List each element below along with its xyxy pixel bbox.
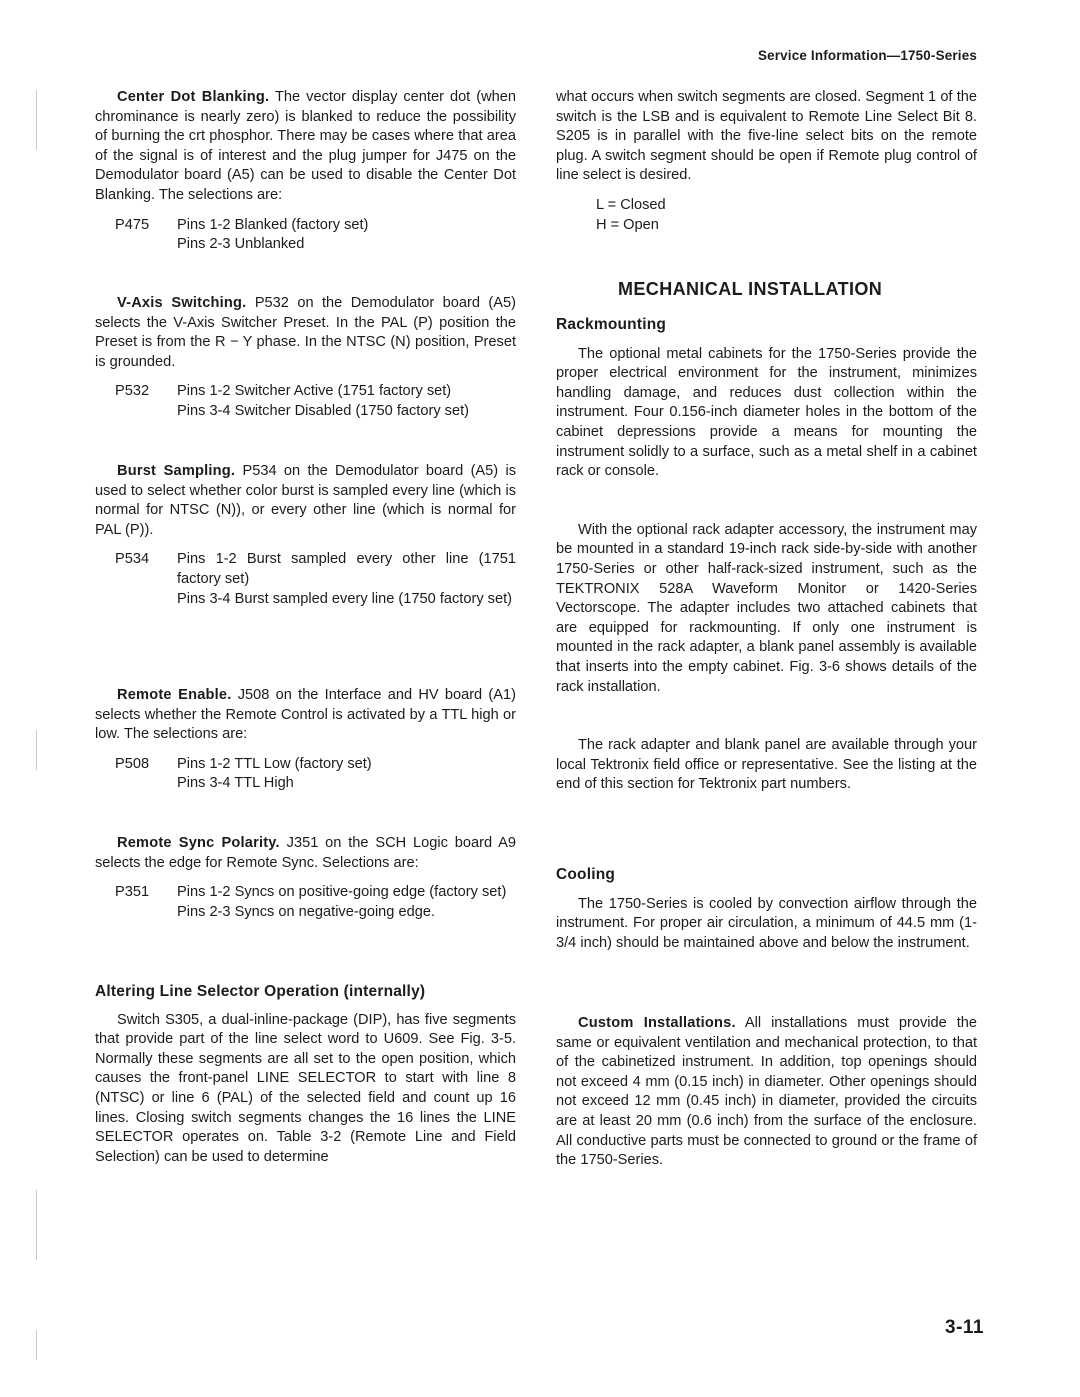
pin-option: Pins 1-2 Syncs on positive-going edge (factory set) — [177, 884, 507, 901]
burst-title: Burst Sampling. — [117, 463, 236, 479]
v-axis-body: P532 on the Demodulator board (A5) selects the V-Axis Switcher Preset. In the PAL (P) position the Preset is from the R − Y phase. In the NTSC (N) position, Preset is grounded. — [95, 295, 516, 370]
scan-margin-mark — [36, 90, 37, 150]
p508-settings — [95, 755, 516, 794]
pin-options — [177, 216, 516, 255]
custom-title: Custom Installations. — [578, 1015, 736, 1031]
pin-label: P532 — [115, 383, 150, 400]
cooling-section — [556, 865, 977, 953]
burst-body: P534 on the Demodulator board (A5) is used to select whether color burst is sampled every line (which is normal for NTSC (N)), or every other line (which is normal for PAL (P)). — [95, 463, 516, 538]
v-axis-paragraph — [95, 294, 516, 372]
custom-paragraph — [556, 1014, 977, 1171]
scan-margin-mark — [36, 1190, 37, 1260]
pin-option: Pins 2-3 Syncs on negative-going edge. — [177, 903, 435, 920]
line-selector-paragraph: Switch S305, a dual-inline-package (DIP), has five segments that provide part of the line select word to U609. See Fig. 3-5. Normally these segments are all set to the open position, which causes the front-panel LINE SELECTOR to start with line 8 (NTSC) or line 6 (PAL) of the selected field and count up 16 lines. Closing switch segments changes the 16 lines the LINE SELECTOR operates on. Table 3-2 (Remote Line and Field Selection) can be used to determine — [95, 1011, 516, 1165]
scan-margin-mark — [36, 730, 37, 770]
p475-settings — [95, 216, 516, 255]
remote-enable-body: J508 on the Interface and HV board (A1) selects whether the Remote Control is activated by a TTL high or low. The selections are: — [95, 687, 516, 743]
remote-enable-section — [95, 686, 516, 794]
v-axis-switching-section — [95, 294, 516, 422]
center-dot-title: Center Dot Blanking. — [117, 89, 270, 105]
rackmounting-heading: Rackmounting — [556, 316, 667, 333]
pin-label: P534 — [115, 551, 150, 568]
pin-option: Pins 1-2 Burst sampled every other line (1751 factory set) — [177, 551, 516, 587]
scan-margin-mark — [36, 1330, 37, 1360]
remote-sync-body: J351 on the SCH Logic board A9 selects the edge for Remote Sync. Selections are: — [95, 835, 516, 871]
mechanical-installation-title — [556, 280, 977, 300]
line-select-continuation — [556, 88, 977, 235]
legend-open: H = Open — [596, 216, 659, 233]
p532-settings — [95, 382, 516, 421]
p351-settings — [95, 883, 516, 922]
legend-closed: L = Closed — [596, 196, 666, 213]
remote-sync-title: Remote Sync Polarity. — [117, 835, 280, 851]
pin-options — [177, 755, 516, 794]
pin-label: P475 — [115, 216, 150, 233]
custom-body: All installations must provide the same or equivalent ventilation and mechanical protection, to that of the cabinetized instrument. In addition, top openings should not exceed 4 mm (0.15 inch) in diameter. Other openings should not exceed 12 mm (0.45 inch) in diameter, provided the circuits are at least 20 mm (0.6 inch) from the surface of the enclosure. All conductive parts must be connected to ground or the frame of the 1750-Series. — [556, 1015, 978, 1169]
rackmounting-p1: The optional metal cabinets for the 1750-Series provide the proper electrical environment for the instrument, minimizes handling damage, and reduces dust collection within the instrument. Four 0.156-inch diameter holes in the bottom of the cabinet depressions provide a means for mounting the instrument solidly to a surface, such as a metal shelf in a cabinet rack or console. — [556, 345, 977, 480]
page-number: 3-11 — [945, 1317, 984, 1338]
pin-option: Pins 2-3 Unblanked — [177, 236, 305, 253]
cooling-heading: Cooling — [556, 866, 616, 883]
pin-label: P508 — [115, 755, 150, 772]
remote-enable-paragraph — [95, 686, 516, 745]
custom-installations-section — [556, 1014, 977, 1171]
line-selector-heading: Altering Line Selector Operation (internally) — [95, 983, 426, 1000]
pin-option: Pins 3-4 TTL High — [177, 775, 294, 792]
rackmounting-p3: The rack adapter and blank panel are available through your local Tektronix field office or representative. See the listing at the end of this section for Tektronix part numbers. — [556, 737, 977, 793]
burst-paragraph — [95, 462, 516, 540]
p534-settings — [95, 550, 516, 609]
pin-option: Pins 1-2 Switcher Active (1751 factory set) — [177, 383, 452, 400]
section-title: MECHANICAL INSTALLATION — [618, 279, 883, 299]
pin-options — [177, 550, 516, 609]
remote-sync-paragraph — [95, 834, 516, 873]
burst-sampling-section — [95, 462, 516, 609]
running-header: Service Information—1750-Series — [757, 48, 977, 63]
pin-option: Pins 3-4 Switcher Disabled (1750 factory set) — [177, 402, 470, 419]
line-selector-section — [95, 982, 516, 1167]
v-axis-title: V-Axis Switching. — [117, 295, 247, 311]
remote-sync-polarity-section — [95, 834, 516, 922]
continuation-paragraph: what occurs when switch segments are closed. Segment 1 of the switch is the LSB and is equivalent to Remote Line Select Bit 8. S205 is in parallel with the five-line select bits on the remote plug. A switch segment should be open if Remote plug control of line select is desired. — [556, 89, 977, 184]
pin-option: Pins 1-2 Blanked (factory set) — [177, 216, 369, 233]
center-dot-body: The vector display center dot (when chrominance is nearly zero) is blanked to reduce the possibility of burning the crt phosphor. There may be cases where that area of the signal is of interest and the plug jumper for J475 on the Demodulator board (A5) can be used to disable the Center Dot Blanking. The selections are: — [95, 89, 517, 203]
pin-options — [177, 883, 516, 922]
cooling-p1: The 1750-Series is cooled by convection airflow through the instrument. For proper air circulation, a minimum of 44.5 mm (1-3/4 inch) should be maintained above and below the instrument. — [556, 895, 977, 951]
pin-options — [177, 382, 516, 421]
pin-option: Pins 1-2 TTL Low (factory set) — [177, 755, 372, 772]
rackmounting-p2: With the optional rack adapter accessory, the instrument may be mounted in a standard 19-inch rack side-by-side with another 1750-Series or other half-rack-sized instrument, such as the TEKTRONIX 528A Waveform Monitor or 1420-Series Vectorscope. The adapter includes two attached cabinets that are equipped for rackmounting. If only one instrument is mounted in the rack adapter, a blank panel assembly is available that inserts into the empty cabinet. Fig. 3-6 shows details of the rack installation. — [556, 521, 977, 695]
center-dot-blanking-section — [95, 88, 516, 255]
center-dot-paragraph — [95, 88, 516, 206]
rackmounting-section — [556, 315, 977, 795]
pin-label: P351 — [115, 884, 150, 901]
remote-enable-title: Remote Enable. — [117, 687, 232, 703]
switch-legend — [556, 196, 977, 235]
pin-option: Pins 3-4 Burst sampled every line (1750 factory set) — [177, 590, 512, 607]
